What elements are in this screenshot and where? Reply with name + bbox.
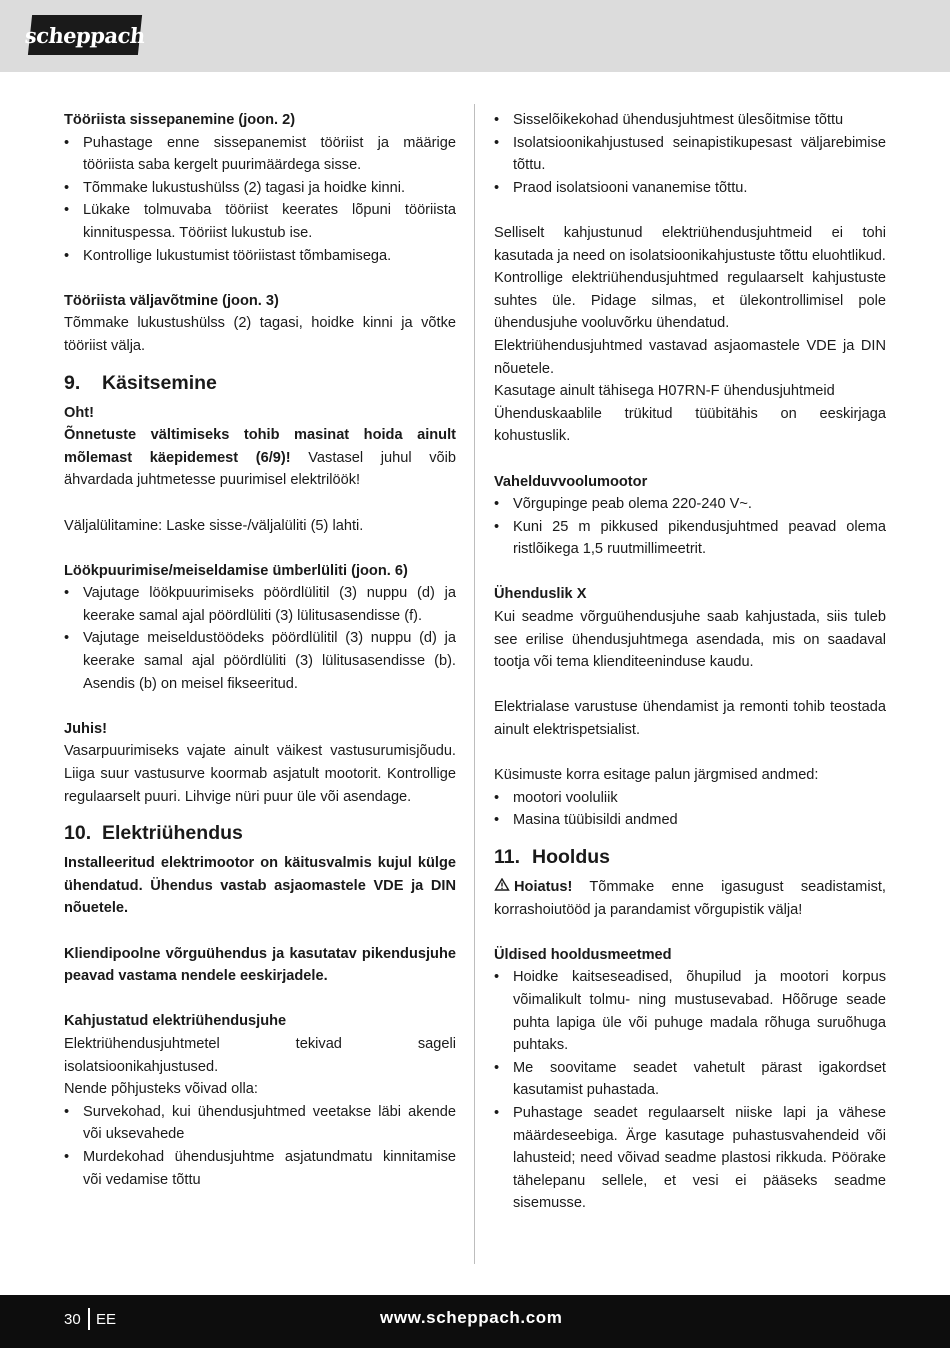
- paragraph: Nende põhjusteks võivad olla:: [64, 1081, 258, 1098]
- paragraph: Tõmmake lukustushülss (2) tagasi, hoidke kinni ja võtke tööriist välja.: [64, 315, 456, 354]
- section-title: Vahelduvvoolumootor: [494, 473, 648, 490]
- scheppach-logo: [23, 15, 147, 55]
- chapter-title: Elektriühendus: [102, 822, 243, 845]
- footer-separator: [88, 1308, 90, 1330]
- list-item: • Hoidke kaitseseadised, õhupilud ja mootori korpus võimalikult tolmu- ning mustusevabad. Hõõruge seade puhta lapiga üle või puhuge madala rõhuga suruõhuga puhtaks.: [494, 966, 886, 1056]
- paragraph: Selliselt kahjustunud elektriühendusjuhtmeid ei tohi kasutada ja need on isolatsioonikahjustuste tõttu eluohtlikud.: [494, 224, 886, 264]
- list-item: • Kontrollige lukustumist tööriistast tõmbamisega.: [64, 245, 456, 268]
- paragraph: Kui seadme võrguühendusjuhe saab kahjustada, siis tuleb see erilise ühendusjuhtmega asendada, mis on saadaval tootja või tema klienditeeninduse kaudu.: [494, 609, 886, 671]
- section-title: Ühenduslik X: [494, 586, 587, 603]
- page-number: 30: [64, 1311, 81, 1328]
- list-item: • mootori vooluliik: [494, 787, 886, 810]
- list-item: • Murdekohad ühendusjuhtme asjatundmatu kinnitamise või vedamise tõttu: [64, 1146, 456, 1191]
- paragraph-bold: Installeeritud elektrimootor on käitusvalmis kujul külge ühendatud. Ühendus vastab asjaomastele VDE ja DIN nõuetele.: [64, 855, 456, 917]
- danger-text: [64, 424, 456, 492]
- section-title: Kahjustatud elektriühendusjuhe: [64, 1013, 287, 1030]
- danger-bold: Õnnetuste vältimiseks tohib masinat hoida ainult mõlemast käepidemest (6/9)!: [64, 427, 456, 466]
- column-divider: [474, 104, 475, 1264]
- page-header: [0, 0, 950, 72]
- bullet-list: [494, 966, 886, 1215]
- chapter-title: Hooldus: [532, 846, 610, 868]
- bullet-list: [64, 132, 456, 268]
- warning-label: Hoiatus!: [514, 879, 573, 895]
- paragraph: Kontrollige elektriühendusjuhtmed regulaarselt kahjustuste suhtes üle. Pidage silmas, et ülekontrollimisel pole ühendusjuhe vooluvõrku ühendatud.: [494, 270, 886, 332]
- paragraph-bold: Kliendipoolne võrguühendus ja kasutatav pikendusjuhe peavad vastama nendele eeskirjadele.: [64, 945, 456, 985]
- list-item: • Vajutage löökpuurimiseks pöördlülitil (3) nuppu (d) ja keerake samal ajal pöördlüliti (3) lülitusasendisse (f).: [64, 582, 456, 627]
- list-item: • Kuni 25 m pikkused pikendusjuhtmed peavad olema ristlõikega 1,5 ruutmillimeetrit.: [494, 516, 886, 561]
- list-item: • Puhastage enne sissepanemist tööriist ja määrige tööriista saba kergelt puurimäärdega sisse.: [64, 132, 456, 177]
- paragraph: Elektrialase varustuse ühendamist ja remonti tohib teostada ainult elektrispetsialist.: [494, 699, 886, 739]
- chapter-heading-11: [494, 840, 886, 874]
- warning-body: Tõmmake enne igasugust seadistamist, korrashoiutööd ja parandamist võrgupistik välja!: [494, 879, 886, 918]
- paragraph: Ühenduskaablile trükitud tüübitähis on eeskirjaga kohustuslik.: [494, 405, 886, 445]
- section-title: Tööriista sissepanemine (joon. 2): [64, 112, 296, 128]
- warning-text: [494, 876, 886, 921]
- chapter-heading-10: [64, 816, 456, 850]
- logo-text: scheppach: [23, 22, 147, 48]
- chapter-number: 9.: [64, 371, 81, 394]
- danger-label: Oht!: [64, 404, 94, 421]
- bullet-list: [64, 1101, 456, 1191]
- note-label: Juhis!: [64, 720, 107, 737]
- list-item: • Puhastage seadet regulaarselt niiske lapi ja vähese määrdeseebiga. Ärge kasutage puhastusvahendeid või lahusteid; need võivad seadme plastosi rikkuda. Pöörake tähelepanu sellele, et vesi ei pääseks seadme sisemusse.: [494, 1102, 886, 1215]
- bullet-list: [494, 493, 886, 561]
- right-column: [494, 109, 886, 1215]
- bullet-list: [64, 582, 456, 695]
- warning-triangle-icon: [494, 878, 510, 891]
- section-title: Löökpuurimise/meiseldamise ümberlüliti (joon. 6): [64, 562, 408, 579]
- list-item: • Vajutage meiseldustöödeks pöördlülitil (3) nuppu (d) ja keerake samal ajal pöördlüliti (3) lülitusasendisse (b). Asendis (b) on meisel fikseeritud.: [64, 627, 456, 695]
- list-item: • Võrgupinge peab olema 220-240 V~.: [494, 493, 886, 516]
- chapter-title: Käsitsemine: [102, 371, 217, 394]
- chapter-number: 11.: [494, 846, 521, 868]
- list-item: • Me soovitame seadet vahetult pärast igakordset kasutamist puhastada.: [494, 1057, 886, 1102]
- list-item: • Isolatsioonikahjustused seinapistikupesast väljarebimise tõttu.: [494, 132, 886, 177]
- list-item: • Praod isolatsiooni vananemise tõttu.: [494, 177, 886, 200]
- paragraph: Kasutage ainult tähisega H07RN-F ühendusjuhtmeid: [494, 383, 835, 400]
- page-footer: [0, 1295, 950, 1348]
- paragraph: Väljalülitamine: Laske sisse-/väljalüliti (5) lahti.: [64, 517, 364, 534]
- chapter-heading-9: [64, 366, 456, 400]
- paragraph: Elektriühendusjuhtmed vastavad asjaomastele VDE ja DIN nõuetele.: [494, 337, 886, 377]
- list-item: • Sisselõikekohad ühendusjuhtmest ülesõitmise tõttu: [494, 109, 886, 132]
- paragraph: Elektriühendusjuhtmetel tekivad sageli isolatsioonikahjustused.: [64, 1035, 456, 1075]
- website-url: www.scheppach.com: [380, 1308, 563, 1327]
- paragraph: Vasarpuurimiseks vajate ainult väikest vastusurumisjõudu. Liiga suur vastusurve koormab asjatult mootorit. Kontrollige regulaarselt puuri. Lihvige nüri puur üle või asendage.: [64, 743, 456, 805]
- bullet-list: [494, 109, 886, 199]
- list-item: • Lükake tolmuvaba tööriist keerates lõpuni tööriista kinnituspessa. Tööriist lukustub ise.: [64, 199, 456, 244]
- section-title: Üldised hooldusmeetmed: [494, 946, 672, 963]
- language-code: EE: [96, 1311, 117, 1328]
- left-column: [64, 109, 456, 1191]
- danger-rest: Vastasel juhul võib ähvardada juhtmetesse puurimisel elektrilöök!: [64, 449, 456, 489]
- chapter-number: 10.: [64, 822, 92, 845]
- list-item: • Masina tüübisildi andmed: [494, 809, 886, 832]
- list-item: • Tõmmake lukustushülss (2) tagasi ja hoidke kinni.: [64, 177, 456, 200]
- section-title: Tööriista väljavõtmine (joon. 3): [64, 292, 279, 309]
- list-item: • Survekohad, kui ühendusjuhtmed veetakse läbi akende või uksevahede: [64, 1101, 456, 1146]
- paragraph: Küsimuste korra esitage palun järgmised andmed:: [494, 767, 819, 784]
- bullet-list: [494, 787, 886, 832]
